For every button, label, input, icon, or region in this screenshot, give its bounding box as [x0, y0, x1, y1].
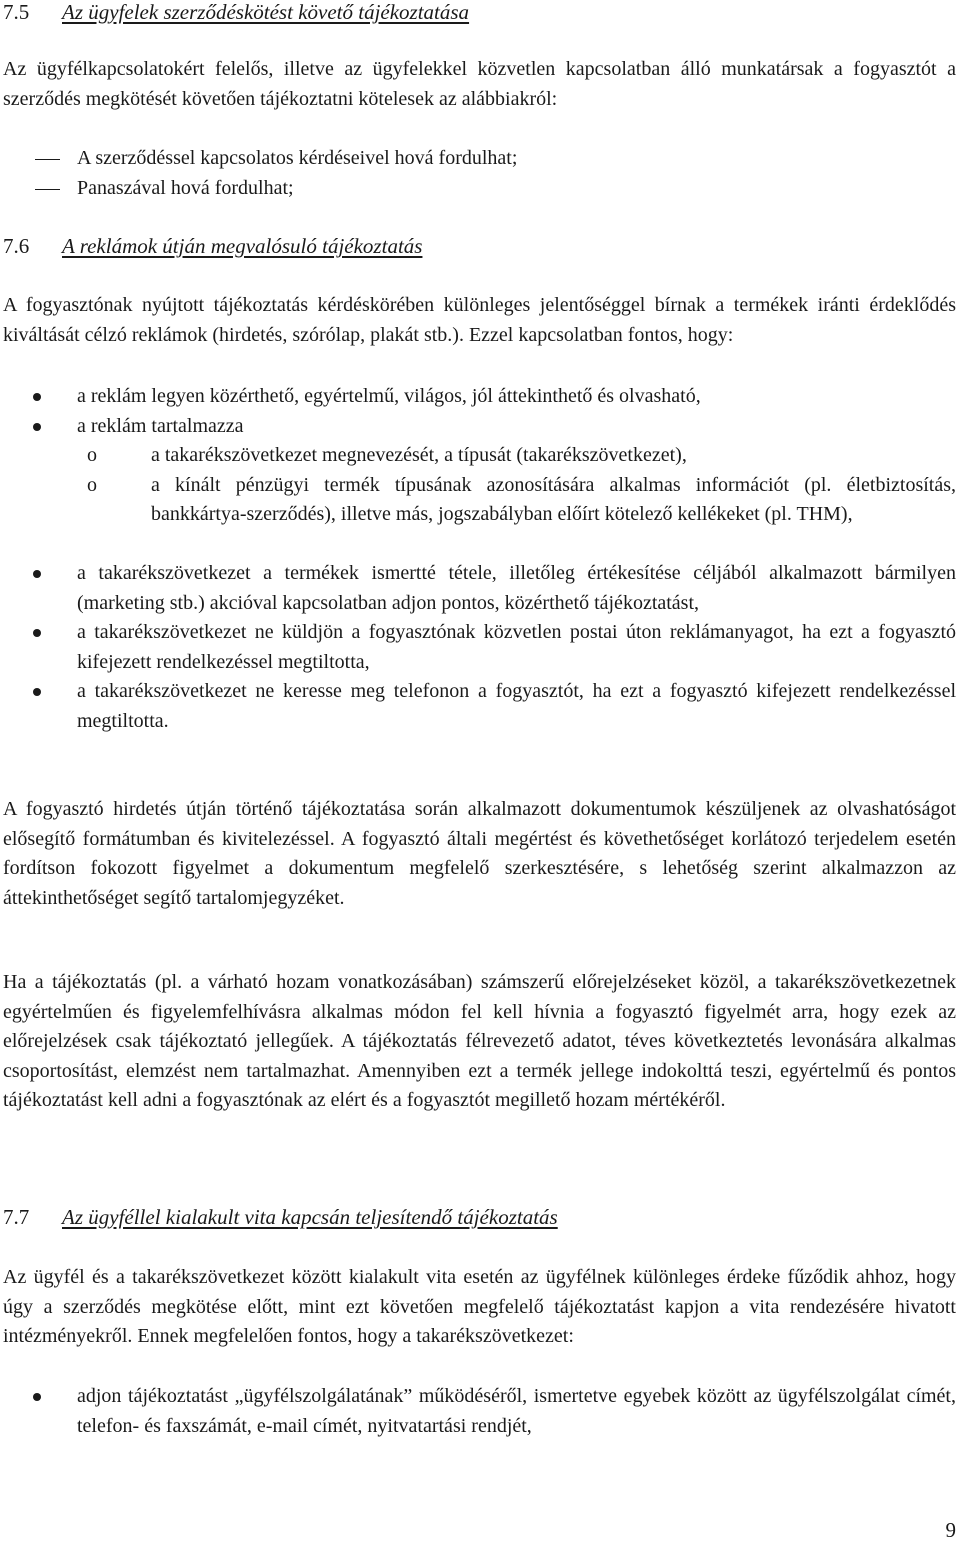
sub-bullet-text: a takarékszövetkezet megnevezését, a típusát (takarékszövetkezet),: [151, 444, 687, 466]
bullet-text: a reklám legyen közérthető, egyértelmű, világos, jól áttekinthető és olvasható,: [77, 385, 701, 407]
bullet-item: [3, 618, 956, 677]
section-title: A reklámok útján megvalósuló tájékoztatás: [62, 234, 423, 258]
bullet-dot-icon: [33, 423, 41, 431]
bullet-dot-icon: [33, 629, 41, 637]
paragraph-7-6-documents: A fogyasztó hirdetés útján történő tájékoztatása során alkalmazott dokumentumok készüljenek az olvashatóságot elősegítő formátumban és kivitelezéssel. A fogyasztó általi megértést és követhetőséget korlátozó terjedelem esetén fordítson fokozott figyelmet a dokumentum megfelelő szerkesztésére, s lehetőség szerint alkalmazzon az áttekinthetőséget segítő tartalomjegyzéket.: [3, 798, 956, 909]
bullet-text: a reklám tartalmazza: [77, 414, 244, 437]
bullet-text: a takarékszövetkezet a termékek ismertté tétele, illetőleg értékesítése céljából alkalmazott bármilyen (marketing stb.) akcióval kapcsolatban adjon pontos, közérthető tájékoztatást,: [77, 562, 956, 614]
section-heading-7-7: [3, 1205, 558, 1230]
bullet-item: [3, 559, 956, 618]
section-number: 7.5: [3, 0, 30, 24]
section-heading-7-6: [3, 234, 422, 259]
sub-bullet-list: [77, 441, 956, 530]
dash-list-item: Panaszával hová fordulhat;: [3, 174, 956, 204]
bullet-dot-icon: [33, 688, 41, 696]
circle-bullet-icon: o: [87, 444, 97, 466]
paragraph-7-5-intro: Az ügyfélkapcsolatokért felelős, illetve az ügyfelekkel közvetlen kapcsolatban álló munkatársak a fogyasztót a szerződés megkötését követően tájékoztatni kötelesek az alábbiakról:: [3, 58, 956, 110]
bullet-text: a takarékszövetkezet ne küldjön a fogyasztónak közvetlen postai úton reklámanyagot, ha ezt a fogyasztó kifejezett rendelkezéssel megtiltotta,: [77, 621, 956, 673]
section-number: 7.7: [3, 1205, 30, 1229]
section-title: Az ügyfelek szerződéskötést követő tájékoztatása: [62, 0, 470, 24]
paragraph-7-7-intro: Az ügyfél és a takarékszövetkezet között kialakult vita esetén az ügyfélnek különleges érdeke fűződik ahhoz, hogy úgy a szerződés megkötése előtt, mint ezt követően megfelelő tájékoztatást kapjon a vita rendezésére hivatott intézményekről. Ennek megfelelően fontos, hogy a takarékszövetkezet:: [3, 1266, 956, 1347]
bullet-item: [3, 382, 956, 412]
bullet-item: [3, 412, 956, 442]
page-number: 9: [945, 1518, 956, 1542]
bullet-dot-icon: [33, 570, 41, 578]
bullet-dot-icon: [33, 1393, 41, 1401]
bullet-dot-icon: [33, 393, 41, 401]
dash-list-item: A szerződéssel kapcsolatos kérdéseivel hová fordulhat;: [3, 144, 956, 174]
circle-bullet-icon: o: [87, 473, 97, 496]
section-number: 7.6: [3, 234, 30, 258]
bullet-list-7-6b: [3, 559, 956, 736]
section-heading-7-5: [3, 0, 469, 25]
sub-bullet-item: [77, 441, 956, 471]
paragraph-7-6-forecasts: Ha a tájékoztatás (pl. a várható hozam vonatkozásában) számszerű előrejelzéseket közöl, a takarékszövetkezetnek egyértelműen és figyelemfelhívásra alkalmas módon fel kell hívnia a fogyasztó figyelmét arra, hogy ezek az előrejelzések csak tájékoztató jellegűek. A tájékoztatás félrevezető adatot, téves következtetés levonására alkalmas csoportosítást, elemzést nem tartalmazhat. Amennyiben ezt a termék jellege indokolttá teszi, egyértelmű és pontos tájékoztatást kell adni a fogyasztónak az elért és a fogyasztót megillető hozam mértékéről.: [3, 971, 956, 1111]
section-title: Az ügyféllel kialakult vita kapcsán teljesítendő tájékoztatás: [62, 1205, 558, 1229]
bullet-list-7-6a: [3, 382, 956, 441]
bullet-text: adjon tájékoztatást „ügyfélszolgálatának” működéséről, ismertetve egyebek között az ügyfélszolgálat címét, telefon- és faxszámát, e-mail címét, nyitvatartási rendjét,: [77, 1385, 956, 1437]
sub-bullet-text: a kínált pénzügyi termék típusának azonosítására alkalmas információt (pl. életbiztosítás, bankkártya-szerződés), illetve más, jogszabályban előírt kötelező kellékeket (pl. THM),: [151, 473, 956, 525]
dash-list: [3, 144, 956, 203]
bullet-text: a takarékszövetkezet ne keresse meg telefonon a fogyasztót, ha ezt a fogyasztó kifejezett rendelkezéssel megtiltotta.: [77, 680, 956, 732]
bullet-list-7-7: [3, 1382, 956, 1441]
bullet-item: [3, 1382, 956, 1441]
bullet-item: [3, 677, 956, 736]
sub-bullet-item: [77, 471, 956, 530]
paragraph-7-6-intro: A fogyasztónak nyújtott tájékoztatás kérdéskörében különleges jelentőséggel bírnak a termékek iránti érdeklődés kiváltását célzó reklámok (hirdetés, szórólap, plakát stb.). Ezzel kapcsolatban fontos, hogy:: [3, 294, 956, 346]
